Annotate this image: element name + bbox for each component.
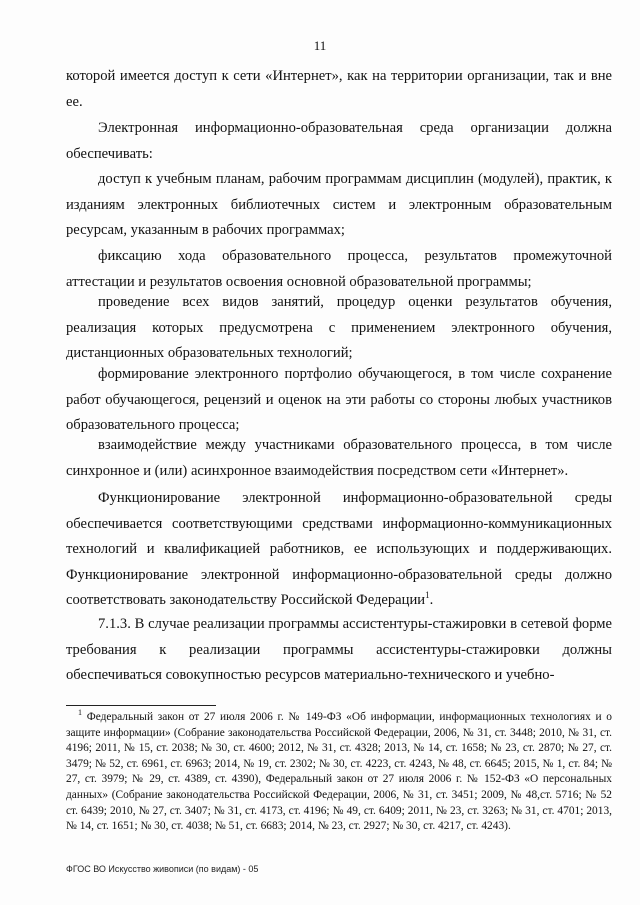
footnote-divider [66, 705, 216, 706]
footnote [66, 710, 612, 835]
paragraph-eios-intro: Электронная информационно-образовательная среда организации должна обеспечивать: [66, 120, 612, 162]
list-item-portfolio: формирование электронного портфолио обучающегося, в том числе сохранение работ обучающегося, рецензий и оценок на эти работы со стороны любых участников образовательного процесса; [66, 366, 612, 434]
paragraph-7-1-3: 7.1.3. В случае реализации программы ассистентуры-стажировки в сетевой форме требования к реализации программы ассистентуры-стажировки должны обеспечиваться совокупностью ресурсов материально-технического и учебно- [66, 616, 612, 684]
paragraph-functioning-end: . [429, 592, 434, 609]
list-item-conduct: проведение всех видов занятий, процедур оценки результатов обучения, реализация которых предусмотрена с применением электронного обучения, дистанционных образовательных технологий; [66, 294, 612, 362]
paragraph-functioning-text: Функционирование электронной информационно-образовательной среды обеспечивается соответствующими средствами информационно-коммуникационных технологий и квалификацией работников, ее использующих и поддерживающих. Функционирование электронной информационно-образовательной среды должно соответствовать законодательству Российской Федерации [66, 490, 612, 609]
list-item-fixation: фиксацию хода образовательного процесса, результатов промежуточной аттестации и результатов освоения основной образовательной программы; [66, 248, 612, 290]
list-item-interaction: взаимодействие между участниками образовательного процесса, в том числе синхронное и (или) асинхронное взаимодействия посредством сети «Интернет». [66, 437, 612, 479]
paragraph-continuation: которой имеется доступ к сети «Интернет», как на территории организации, так и вне ее. [66, 68, 612, 110]
footnote-marker: 1 [78, 708, 82, 718]
page-number: 11 [313, 38, 327, 53]
footnote-reference: 1 [425, 590, 430, 601]
page-footer: ФГОС ВО Искусство живописи (по видам) - 05 [66, 864, 259, 874]
footnote-text: Федеральный закон от 27 июля 2006 г. № 149-ФЗ «Об информации, информационных технологиях и о защите информации» (Собрание законодательства Российской Федерации, 2006, № 31, ст. 3448; 2010, № 31, ст. 4196; 2011, № 15, ст. 2038; № 30, ст. 4600; 2012, № 31, ст. 4328; 2013, № 14, ст. 1658; № 23, ст. 2870; № 27, ст. 3479; № 52, ст. 6961, ст. 6963; 2014, № 19, ст. 2302; № 30, ст. 4223, ст. 4243, № 48, ст. 6645; 2015, № 1, ст. 84; № 27, ст. 3979; № 29, ст. 4389, ст. 4390), Федеральный закон от 27 июля 2006 г. № 152-ФЗ «О персональных данных» (Собрание законодательства Российской Федерации, 2006, № 31, ст. 3451; 2009, № 48,ст. 5716; № 52 ст. 6439; 2010, № 27, ст. 3407; № 31, ст. 4173, ст. 4196; № 49, ст. 6409; 2011, № 23, ст. 3263; № 31, ст. 4701; 2013, № 14, ст. 1651; № 30, ст. 4038; № 51, ст. 6683; 2014, № 23, ст. 2927; № 30, ст. 4217, ст. 4243). [66, 711, 612, 833]
list-item-access: доступ к учебным планам, рабочим программам дисциплин (модулей), практик, к изданиям электронных библиотечных систем и электронным образовательным ресурсам, указанным в рабочих программах; [66, 171, 612, 239]
paragraph-functioning [66, 486, 612, 614]
